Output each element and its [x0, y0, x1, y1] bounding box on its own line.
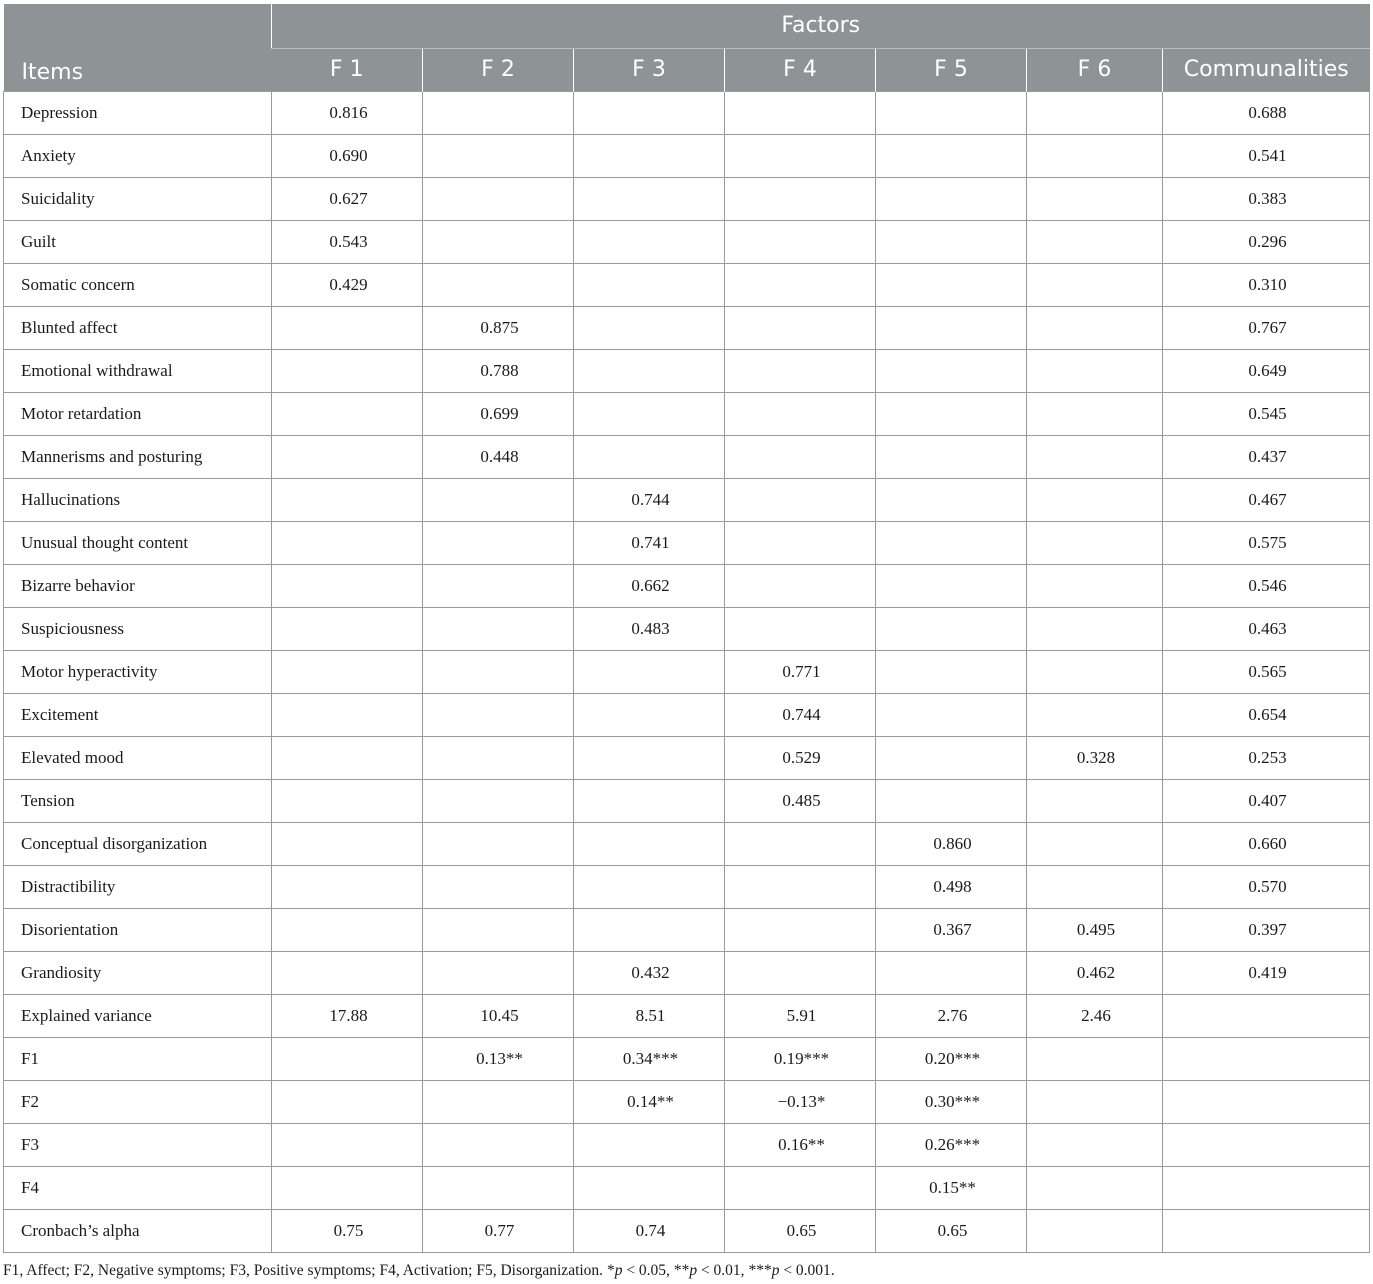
table-cell [423, 822, 574, 865]
table-cell [272, 1080, 423, 1123]
table-row [4, 1080, 1370, 1123]
table-cell [423, 564, 574, 607]
table-cell [725, 951, 876, 994]
table-cell: 0.688 [1163, 91, 1370, 134]
table-cell [725, 822, 876, 865]
table-cell [423, 263, 574, 306]
table-cell [423, 908, 574, 951]
table-cell: 5.91 [725, 994, 876, 1037]
table-cell [1027, 435, 1163, 478]
table-cell [725, 177, 876, 220]
table-cell [272, 306, 423, 349]
table-cell [423, 220, 574, 263]
table-cell: 0.75 [272, 1209, 423, 1252]
table-cell: 0.367 [876, 908, 1027, 951]
table-cell [574, 1166, 725, 1209]
table-cell [725, 392, 876, 435]
table-cell: 0.741 [574, 521, 725, 564]
header-items: Items [4, 4, 272, 91]
table-cell [574, 779, 725, 822]
table-cell: 0.575 [1163, 521, 1370, 564]
table-cell: 0.20*** [876, 1037, 1027, 1080]
table-cell [1027, 91, 1163, 134]
table-cell [574, 908, 725, 951]
table-cell: 2.46 [1027, 994, 1163, 1037]
table-cell [423, 1080, 574, 1123]
footnote-sig3-p: p [771, 1262, 780, 1279]
table-row [4, 1209, 1370, 1252]
table-row [4, 521, 1370, 564]
header-factors: Factors [272, 4, 1370, 48]
table-cell [1027, 650, 1163, 693]
table-cell [725, 91, 876, 134]
table-cell [1027, 521, 1163, 564]
footnote-definitions: F1, Affect; F2, Negative symptoms; F3, Positive symptoms; F4, Activation; F5, Disorganization. [3, 1262, 607, 1279]
table-cell [876, 306, 1027, 349]
table-row [4, 779, 1370, 822]
table-cell [1163, 994, 1370, 1037]
row-item-label: Emotional withdrawal [4, 349, 272, 392]
table-cell [574, 91, 725, 134]
table-cell [423, 693, 574, 736]
table-cell: 17.88 [272, 994, 423, 1037]
table-cell [574, 435, 725, 478]
table-cell [574, 822, 725, 865]
table-cell: 0.34*** [574, 1037, 725, 1080]
table-cell: 0.627 [272, 177, 423, 220]
table-cell: 0.545 [1163, 392, 1370, 435]
footnote-sig1-mark: * [606, 1262, 615, 1279]
table-cell: 8.51 [574, 994, 725, 1037]
table-cell [876, 736, 1027, 779]
table-cell [1027, 306, 1163, 349]
table-row [4, 263, 1370, 306]
table-cell: 0.253 [1163, 736, 1370, 779]
table-cell: 0.529 [725, 736, 876, 779]
table-cell [574, 306, 725, 349]
table-cell [272, 693, 423, 736]
table-cell [1163, 1037, 1370, 1080]
table-cell [423, 951, 574, 994]
table-row [4, 306, 1370, 349]
row-item-label: Motor retardation [4, 392, 272, 435]
table-cell [423, 521, 574, 564]
footnote-sig1-p: p [614, 1262, 623, 1279]
table-cell [725, 349, 876, 392]
table-cell: 0.13** [423, 1037, 574, 1080]
table-cell [876, 263, 1027, 306]
table-cell [272, 1037, 423, 1080]
table-cell [1163, 1080, 1370, 1123]
row-item-label: Grandiosity [4, 951, 272, 994]
header-col-communalities: Communalities [1163, 48, 1370, 91]
table-cell [272, 1166, 423, 1209]
table-cell [423, 1166, 574, 1209]
table-cell [1027, 349, 1163, 392]
row-item-label: F1 [4, 1037, 272, 1080]
table-cell: 0.654 [1163, 693, 1370, 736]
table-cell: 0.771 [725, 650, 876, 693]
table-cell: 0.437 [1163, 435, 1370, 478]
table-footnote [3, 1262, 835, 1280]
table-cell [725, 564, 876, 607]
table-cell: 0.310 [1163, 263, 1370, 306]
table-cell: 0.541 [1163, 134, 1370, 177]
table-cell: 0.448 [423, 435, 574, 478]
table-cell: 0.419 [1163, 951, 1370, 994]
table-cell: 10.45 [423, 994, 574, 1037]
table-row [4, 91, 1370, 134]
row-item-label: Anxiety [4, 134, 272, 177]
table-cell [1027, 1209, 1163, 1252]
table-cell: 0.816 [272, 91, 423, 134]
table-cell: 0.30*** [876, 1080, 1027, 1123]
row-item-label: Excitement [4, 693, 272, 736]
row-item-label: Somatic concern [4, 263, 272, 306]
table-cell [272, 478, 423, 521]
table-cell: 0.463 [1163, 607, 1370, 650]
table-cell: 0.19*** [725, 1037, 876, 1080]
table-cell [423, 177, 574, 220]
table-cell [272, 1123, 423, 1166]
table-cell [272, 650, 423, 693]
table-cell: 0.565 [1163, 650, 1370, 693]
table-cell [725, 908, 876, 951]
table-cell [725, 220, 876, 263]
table-cell [423, 134, 574, 177]
row-item-label: Suicidality [4, 177, 272, 220]
table-row [4, 736, 1370, 779]
table-cell: 0.744 [574, 478, 725, 521]
header-col-f3: F 3 [574, 48, 725, 91]
table-cell [1027, 865, 1163, 908]
table-cell [876, 91, 1027, 134]
table-row [4, 134, 1370, 177]
table-body [4, 91, 1370, 1252]
table-cell: 0.383 [1163, 177, 1370, 220]
footnote-sig2-mark: ** [673, 1262, 690, 1279]
row-item-label: Motor hyperactivity [4, 650, 272, 693]
table-cell [574, 220, 725, 263]
row-item-label: Mannerisms and posturing [4, 435, 272, 478]
table-cell [1027, 134, 1163, 177]
table-cell [725, 306, 876, 349]
table-cell [1163, 1209, 1370, 1252]
table-row [4, 650, 1370, 693]
table-cell [725, 134, 876, 177]
table-cell [272, 392, 423, 435]
table-cell [725, 865, 876, 908]
table-row [4, 1166, 1370, 1209]
table-cell [1027, 478, 1163, 521]
table-cell [1163, 1123, 1370, 1166]
table-cell: 2.76 [876, 994, 1027, 1037]
row-item-label: Depression [4, 91, 272, 134]
row-item-label: Guilt [4, 220, 272, 263]
table-row [4, 177, 1370, 220]
table-cell [574, 736, 725, 779]
table-cell: 0.744 [725, 693, 876, 736]
table-cell [272, 435, 423, 478]
table-cell [423, 1123, 574, 1166]
table-cell: 0.65 [876, 1209, 1027, 1252]
table-cell: 0.860 [876, 822, 1027, 865]
row-item-label: Unusual thought content [4, 521, 272, 564]
row-item-label: F3 [4, 1123, 272, 1166]
table-cell [876, 521, 1027, 564]
table-cell [574, 865, 725, 908]
table-row [4, 1037, 1370, 1080]
table-cell [725, 435, 876, 478]
row-item-label: F2 [4, 1080, 272, 1123]
table-cell [1027, 220, 1163, 263]
table-cell: 0.875 [423, 306, 574, 349]
table-row [4, 1123, 1370, 1166]
row-item-label: Conceptual disorganization [4, 822, 272, 865]
header-row-group [4, 4, 1370, 48]
table-cell [876, 650, 1027, 693]
table-cell [876, 177, 1027, 220]
table-row [4, 435, 1370, 478]
table-cell [272, 951, 423, 994]
table-cell: 0.467 [1163, 478, 1370, 521]
table-cell [272, 779, 423, 822]
table-cell: 0.699 [423, 392, 574, 435]
table-row [4, 392, 1370, 435]
table-cell [272, 822, 423, 865]
table-cell [272, 736, 423, 779]
table-cell [574, 693, 725, 736]
table-cell [1027, 693, 1163, 736]
table-cell: 0.570 [1163, 865, 1370, 908]
table-cell [876, 392, 1027, 435]
table-cell [574, 134, 725, 177]
table-cell [423, 865, 574, 908]
table-cell: 0.26*** [876, 1123, 1027, 1166]
table-cell [1027, 1123, 1163, 1166]
table-row [4, 564, 1370, 607]
table-cell: 0.788 [423, 349, 574, 392]
table-cell [725, 263, 876, 306]
table-row [4, 478, 1370, 521]
table-cell: 0.77 [423, 1209, 574, 1252]
table-cell: 0.74 [574, 1209, 725, 1252]
table-cell [423, 478, 574, 521]
table-cell [725, 607, 876, 650]
table-cell: 0.296 [1163, 220, 1370, 263]
table-cell [272, 607, 423, 650]
table-cell [1027, 1166, 1163, 1209]
table-cell [272, 908, 423, 951]
table-cell [876, 564, 1027, 607]
table-cell [876, 607, 1027, 650]
table-cell: 0.767 [1163, 306, 1370, 349]
row-item-label: Explained variance [4, 994, 272, 1037]
table-cell [574, 1123, 725, 1166]
table-cell [272, 521, 423, 564]
table-cell: 0.498 [876, 865, 1027, 908]
table-row [4, 951, 1370, 994]
table-cell: 0.495 [1027, 908, 1163, 951]
table-cell [1027, 1037, 1163, 1080]
table-cell: 0.660 [1163, 822, 1370, 865]
table-cell: 0.328 [1027, 736, 1163, 779]
table-cell: 0.649 [1163, 349, 1370, 392]
table-cell: 0.16** [725, 1123, 876, 1166]
table-cell: 0.662 [574, 564, 725, 607]
table-cell [1027, 177, 1163, 220]
table-row [4, 607, 1370, 650]
table-cell [1027, 564, 1163, 607]
table-row [4, 908, 1370, 951]
footnote-sig3-mark: *** [748, 1262, 772, 1279]
row-item-label: Cronbach’s alpha [4, 1209, 272, 1252]
header-col-f1: F 1 [272, 48, 423, 91]
table-cell [876, 951, 1027, 994]
factor-loadings-table [3, 4, 1370, 1253]
table-cell [423, 607, 574, 650]
table-cell [272, 349, 423, 392]
table-cell [876, 779, 1027, 822]
header-col-f2: F 2 [423, 48, 574, 91]
table-cell [1163, 1166, 1370, 1209]
row-item-label: Bizarre behavior [4, 564, 272, 607]
table-cell [423, 779, 574, 822]
table-cell: 0.690 [272, 134, 423, 177]
table-cell [272, 564, 423, 607]
row-item-label: Distractibility [4, 865, 272, 908]
table-cell [423, 736, 574, 779]
table-cell: 0.397 [1163, 908, 1370, 951]
table-cell [876, 349, 1027, 392]
row-item-label: F4 [4, 1166, 272, 1209]
table-cell [876, 478, 1027, 521]
table-cell [574, 650, 725, 693]
table-cell [1027, 779, 1163, 822]
table-cell [1027, 607, 1163, 650]
table-row [4, 220, 1370, 263]
table-cell [574, 263, 725, 306]
table-cell: 0.546 [1163, 564, 1370, 607]
table-cell [876, 134, 1027, 177]
table-cell: 0.65 [725, 1209, 876, 1252]
table-row [4, 994, 1370, 1037]
table-cell: 0.429 [272, 263, 423, 306]
table-cell [423, 91, 574, 134]
row-item-label: Suspiciousness [4, 607, 272, 650]
footnote-sig1-rest: < 0.05, [622, 1262, 674, 1279]
table-cell [574, 349, 725, 392]
table-cell: −0.13* [725, 1080, 876, 1123]
table-cell [1027, 263, 1163, 306]
table-cell: 0.15** [876, 1166, 1027, 1209]
footnote-sig2-p: p [689, 1262, 698, 1279]
table-cell: 0.407 [1163, 779, 1370, 822]
table-cell [876, 220, 1027, 263]
header-col-f4: F 4 [725, 48, 876, 91]
table-cell [876, 435, 1027, 478]
table-cell [1027, 1080, 1163, 1123]
table-row [4, 349, 1370, 392]
table-cell [725, 478, 876, 521]
table-cell [725, 521, 876, 564]
footnote-sig2-rest: < 0.01, [697, 1262, 749, 1279]
table-cell [876, 693, 1027, 736]
table-cell: 0.432 [574, 951, 725, 994]
table-cell: 0.462 [1027, 951, 1163, 994]
table-cell [272, 865, 423, 908]
row-item-label: Tension [4, 779, 272, 822]
table-cell: 0.483 [574, 607, 725, 650]
table-cell [574, 177, 725, 220]
table-cell: 0.14** [574, 1080, 725, 1123]
table-cell [574, 392, 725, 435]
table-row [4, 865, 1370, 908]
header-col-f5: F 5 [876, 48, 1027, 91]
table-cell [725, 1166, 876, 1209]
table-row [4, 693, 1370, 736]
table-cell: 0.543 [272, 220, 423, 263]
row-item-label: Blunted affect [4, 306, 272, 349]
table-cell [1027, 822, 1163, 865]
row-item-label: Hallucinations [4, 478, 272, 521]
header-col-f6: F 6 [1027, 48, 1163, 91]
row-item-label: Disorientation [4, 908, 272, 951]
table-row [4, 822, 1370, 865]
footnote-sig3-rest: < 0.001. [779, 1262, 835, 1279]
table-cell [423, 650, 574, 693]
row-item-label: Elevated mood [4, 736, 272, 779]
table-cell [1027, 392, 1163, 435]
table-cell: 0.485 [725, 779, 876, 822]
